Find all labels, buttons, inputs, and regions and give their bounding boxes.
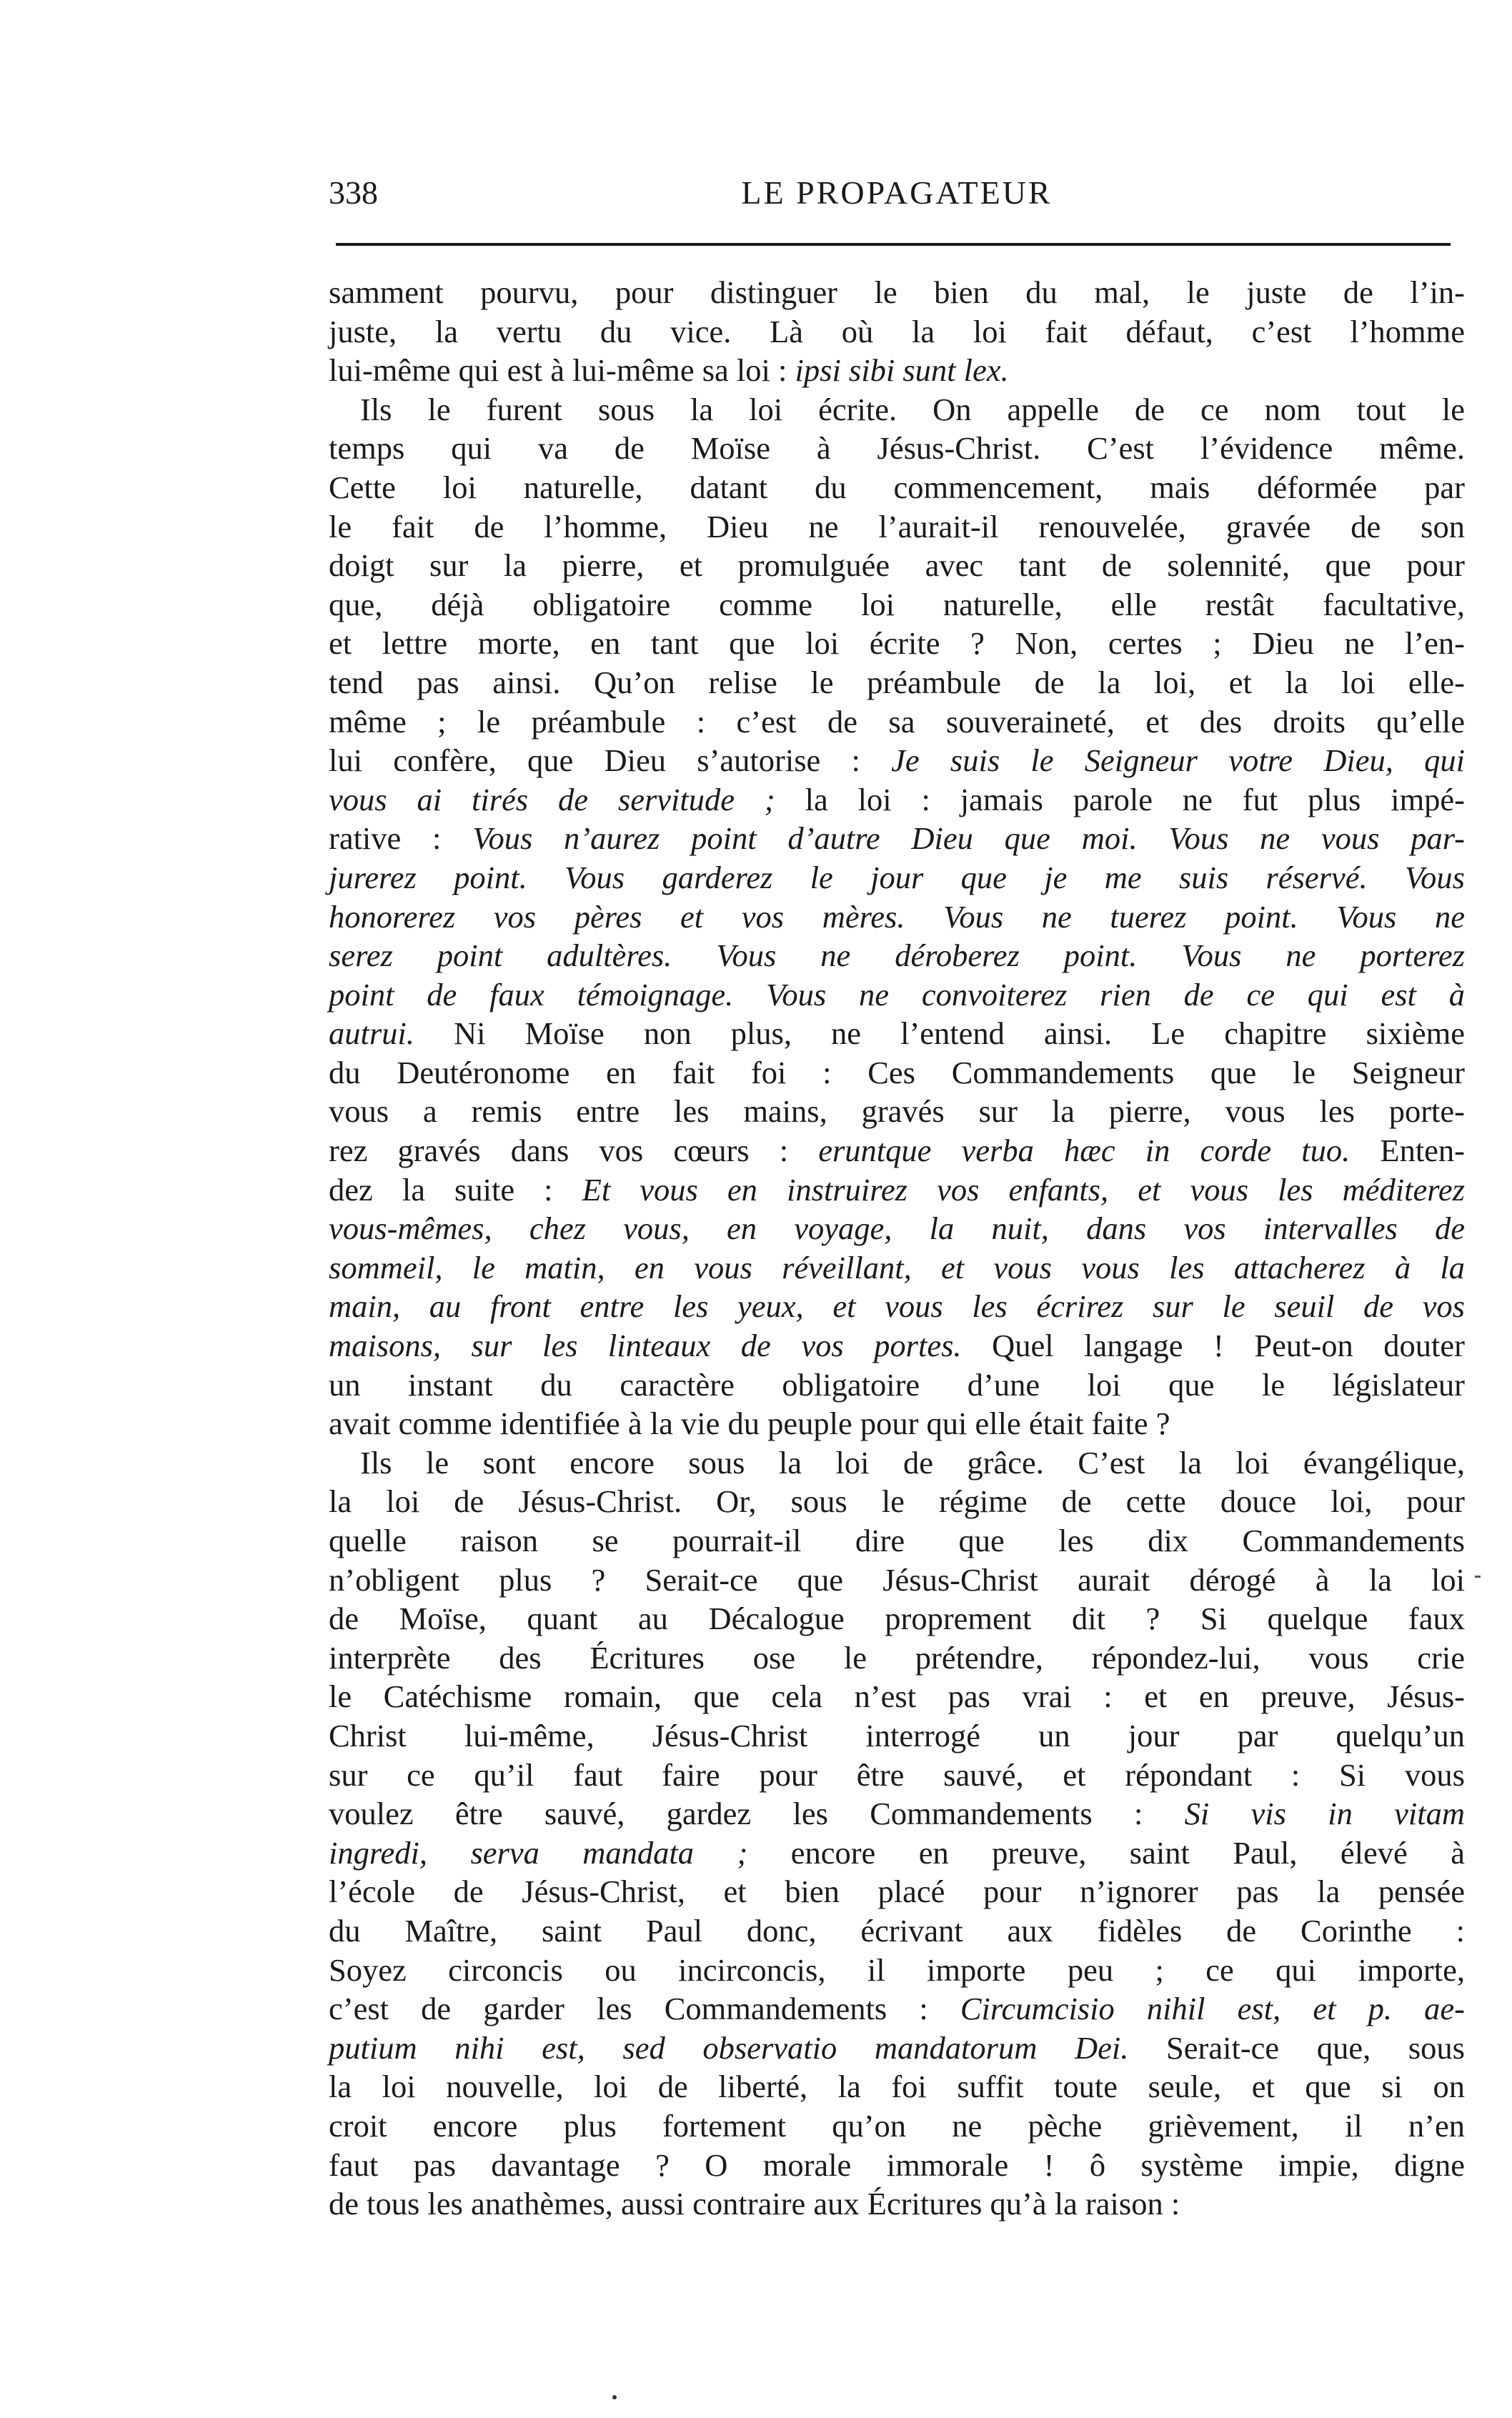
italic-text: autrui. xyxy=(329,1015,414,1052)
paragraph xyxy=(329,1443,1465,2224)
italic-text: sommeil, le matin, en vous réveillant, et vous vous les attacherez à la xyxy=(329,1249,1465,1285)
italic-text: Si vis in vitam xyxy=(1184,1796,1466,1832)
italic-text: point de faux témoignage. Vous ne convoiterez rien de ce qui est à xyxy=(329,976,1465,1013)
text-line xyxy=(329,1756,1465,1795)
text-segment: Ils le sont encore sous la loi de grâce. C’est la loi évangélique, xyxy=(360,1444,1465,1481)
text-segment: de Moïse, quant au Décalogue proprement dit ? Si quelque faux xyxy=(329,1601,1465,1637)
text-segment: Soyez circoncis ou incirconcis, il importe peu ; ce qui importe, xyxy=(329,1951,1465,1988)
text-line xyxy=(329,1521,1465,1561)
text-segment: quelle raison se pourrait-il dire que les dix Commandements xyxy=(329,1523,1465,1558)
italic-text: Circumcisio nihil est, et p. ae- xyxy=(960,1991,1465,2027)
text-line xyxy=(329,1053,1465,1093)
text-line xyxy=(329,1911,1465,1951)
text-segment: que, déjà obligatoire comme loi naturelle, elle restât facultative, xyxy=(329,586,1465,622)
text-segment: et lettre morte, en tant que loi écrite ? Non, certes ; Dieu ne l’en- xyxy=(329,625,1465,662)
text-segment: samment pourvu, pour distinguer le bien du mal, le juste de l’in- xyxy=(329,274,1465,310)
text-line xyxy=(329,1131,1465,1170)
italic-text: main, au front entre les yeux, et vous les écrirez sur le seuil de vos xyxy=(329,1288,1465,1325)
text-line xyxy=(329,1989,1465,2029)
text-line xyxy=(329,663,1465,702)
text-line xyxy=(329,741,1465,780)
text-line xyxy=(329,1872,1465,1911)
text-line xyxy=(329,2106,1465,2146)
print-speck xyxy=(612,2395,617,2399)
text-line xyxy=(329,1561,1465,1600)
text-segment: n’obligent plus ? Serait-ce que Jésus-Christ aurait dérogé à la loi xyxy=(329,1561,1465,1598)
text-segment: le fait de l’homme, Dieu ne l’aurait-il renouvelée, gravée de son xyxy=(329,508,1465,544)
text-line xyxy=(329,702,1465,742)
text-line xyxy=(329,1209,1465,1248)
text-line xyxy=(329,2029,1465,2068)
text-segment: faut pas davantage ? O morale immorale ! ô système impie, digne xyxy=(329,2146,1465,2183)
text-line xyxy=(329,507,1465,547)
text-line xyxy=(329,1599,1465,1638)
text-line xyxy=(329,1170,1465,1210)
italic-text: maisons, sur les linteaux de vos portes. xyxy=(329,1328,962,1364)
text-segment: lui confère, que Dieu s’autorise : xyxy=(329,742,892,779)
text-segment: de tous les anathèmes, aussi contraire aux Écritures qu’à la raison : xyxy=(329,2186,1180,2222)
header-rule xyxy=(336,243,1451,246)
text-segment: la loi de Jésus-Christ. Or, sous le régime de cette douce loi, pour xyxy=(329,1483,1465,1520)
paragraph xyxy=(329,390,1465,1443)
italic-text: vous ai tirés de servitude ; xyxy=(329,781,775,817)
italic-text: ipsi sibi sunt lex. xyxy=(795,352,1009,389)
text-line xyxy=(329,1638,1465,1678)
text-line xyxy=(329,1834,1465,1873)
running-title: LE PROPAGATEUR xyxy=(741,174,1053,211)
text-line xyxy=(329,585,1465,625)
book-page xyxy=(329,164,1465,2224)
italic-text: jurerez point. Vous garderez le jour que je me suis réservé. Vous xyxy=(329,859,1465,895)
text-line xyxy=(329,2067,1465,2106)
text-line xyxy=(329,2184,1465,2224)
text-segment: encore en preuve, saint Paul, élevé à xyxy=(747,1834,1465,1871)
text-segment: Christ lui-même, Jésus-Christ interrogé un jour par quelqu’un xyxy=(329,1717,1465,1753)
text-line xyxy=(329,1365,1465,1405)
text-segment: la loi : jamais parole ne fut plus impé- xyxy=(775,781,1465,817)
text-segment: interprète des Écritures ose le prétendre, répondez-lui, vous crie xyxy=(329,1639,1465,1676)
text-line xyxy=(329,1248,1465,1288)
paragraph xyxy=(329,273,1465,390)
text-segment: la loi nouvelle, loi de liberté, la foi suffit toute seule, et que si on xyxy=(329,2069,1465,2105)
text-line xyxy=(329,897,1465,937)
text-segment: rative : xyxy=(329,820,473,857)
text-segment: lui-même qui est à lui-même sa loi : xyxy=(329,352,795,389)
text-segment: c’est de garder les Commandements : xyxy=(329,1991,960,2027)
italic-text: putium nihi est, sed observatio mandatorum Dei. xyxy=(329,2029,1129,2066)
italic-text: Vous n’aurez point d’autre Dieu que moi. Vous ne vous par- xyxy=(472,820,1465,857)
text-line xyxy=(329,858,1465,897)
text-line xyxy=(329,2146,1465,2185)
text-segment: l’école de Jésus-Christ, et bien placé pour n’ignorer pas la pensée xyxy=(329,1874,1465,1910)
text-line xyxy=(329,1092,1465,1131)
text-segment: du Deutéronome en fait foi : Ces Commandements que le Seigneur xyxy=(329,1054,1465,1090)
text-line xyxy=(329,468,1465,507)
text-segment: croit encore plus fortement qu’on ne pèche grièvement, il n’en xyxy=(329,2107,1465,2144)
text-line xyxy=(329,1716,1465,1756)
text-segment: sur ce qu’il faut faire pour être sauvé, et répondant : Si vous xyxy=(329,1756,1465,1793)
text-segment: vous a remis entre les mains, gravés sur la pierre, vous les porte- xyxy=(329,1093,1465,1130)
italic-text: Et vous en instruirez vos enfants, et vous les méditerez xyxy=(582,1171,1465,1208)
text-segment: Serait-ce que, sous xyxy=(1128,2029,1465,2066)
page-header xyxy=(329,164,1465,222)
text-line xyxy=(329,1443,1465,1483)
text-line xyxy=(329,312,1465,352)
text-line xyxy=(329,975,1465,1015)
text-segment: le Catéchisme romain, que cela n’est pas vrai : et en preuve, Jésus- xyxy=(329,1678,1465,1715)
text-line xyxy=(329,546,1465,585)
text-segment: Ni Moïse non plus, ne l’entend ainsi. Le chapitre sixième xyxy=(414,1015,1465,1052)
italic-text: Je suis le Seigneur votre Dieu, qui xyxy=(891,742,1465,779)
italic-text: vous-mêmes, chez vous, en voyage, la nuit, dans vos intervalles de xyxy=(329,1210,1465,1247)
body-text xyxy=(329,273,1465,2224)
text-line xyxy=(329,1014,1465,1053)
text-line xyxy=(329,351,1465,390)
text-segment: un instant du caractère obligatoire d’une loi que le législateur xyxy=(329,1366,1465,1403)
italic-text: serez point adultères. Vous ne déroberez point. Vous ne porterez xyxy=(329,937,1465,974)
text-segment: Ils le furent sous la loi écrite. On appelle de ce nom tout le xyxy=(360,391,1465,427)
text-line xyxy=(329,1794,1465,1834)
text-segment: dez la suite : xyxy=(329,1171,582,1208)
text-line xyxy=(329,1326,1465,1365)
text-segment: même ; le préambule : c’est de sa souveraineté, et des droits qu’elle xyxy=(329,703,1465,740)
text-segment: Cette loi naturelle, datant du commencement, mais déformée par xyxy=(329,469,1465,505)
text-line xyxy=(329,780,1465,820)
text-line xyxy=(329,936,1465,975)
text-segment: Quel langage ! Peut-on douter xyxy=(961,1328,1465,1364)
text-line xyxy=(329,1951,1465,1990)
text-segment: avait comme identifiée à la vie du peuple pour qui elle était faite ? xyxy=(329,1405,1170,1442)
text-line xyxy=(329,1677,1465,1716)
text-segment: tend pas ainsi. Qu’on relise le préambule de la loi, et la loi elle- xyxy=(329,664,1465,700)
text-line xyxy=(329,1482,1465,1521)
text-line xyxy=(329,273,1465,312)
text-line xyxy=(329,624,1465,663)
text-segment: juste, la vertu du vice. Là où la loi fait défaut, c’est l’homme xyxy=(329,313,1465,349)
text-segment: doigt sur la pierre, et promulguée avec tant de solennité, que pour xyxy=(329,547,1465,584)
text-segment: rez gravés dans vos cœurs : xyxy=(329,1133,819,1169)
text-line xyxy=(329,429,1465,468)
text-line xyxy=(329,1404,1465,1443)
text-line xyxy=(329,390,1465,429)
italic-text: honorerez vos pères et vos mères. Vous ne tuerez point. Vous ne xyxy=(329,898,1465,935)
italic-text: eruntque verba hæc in corde tuo. xyxy=(818,1133,1351,1169)
page-number: 338 xyxy=(329,174,378,211)
text-line xyxy=(329,1287,1465,1326)
text-segment: Enten- xyxy=(1350,1133,1466,1169)
print-speck xyxy=(1475,1576,1481,1578)
text-line xyxy=(329,819,1465,858)
text-segment: temps qui va de Moïse à Jésus-Christ. C’est l’évidence même. xyxy=(329,430,1465,467)
italic-text: ingredi, serva mandata ; xyxy=(329,1834,748,1871)
text-segment: du Maître, saint Paul donc, écrivant aux fidèles de Corinthe : xyxy=(329,1912,1465,1949)
text-segment: voulez être sauvé, gardez les Commandements : xyxy=(329,1796,1185,1832)
